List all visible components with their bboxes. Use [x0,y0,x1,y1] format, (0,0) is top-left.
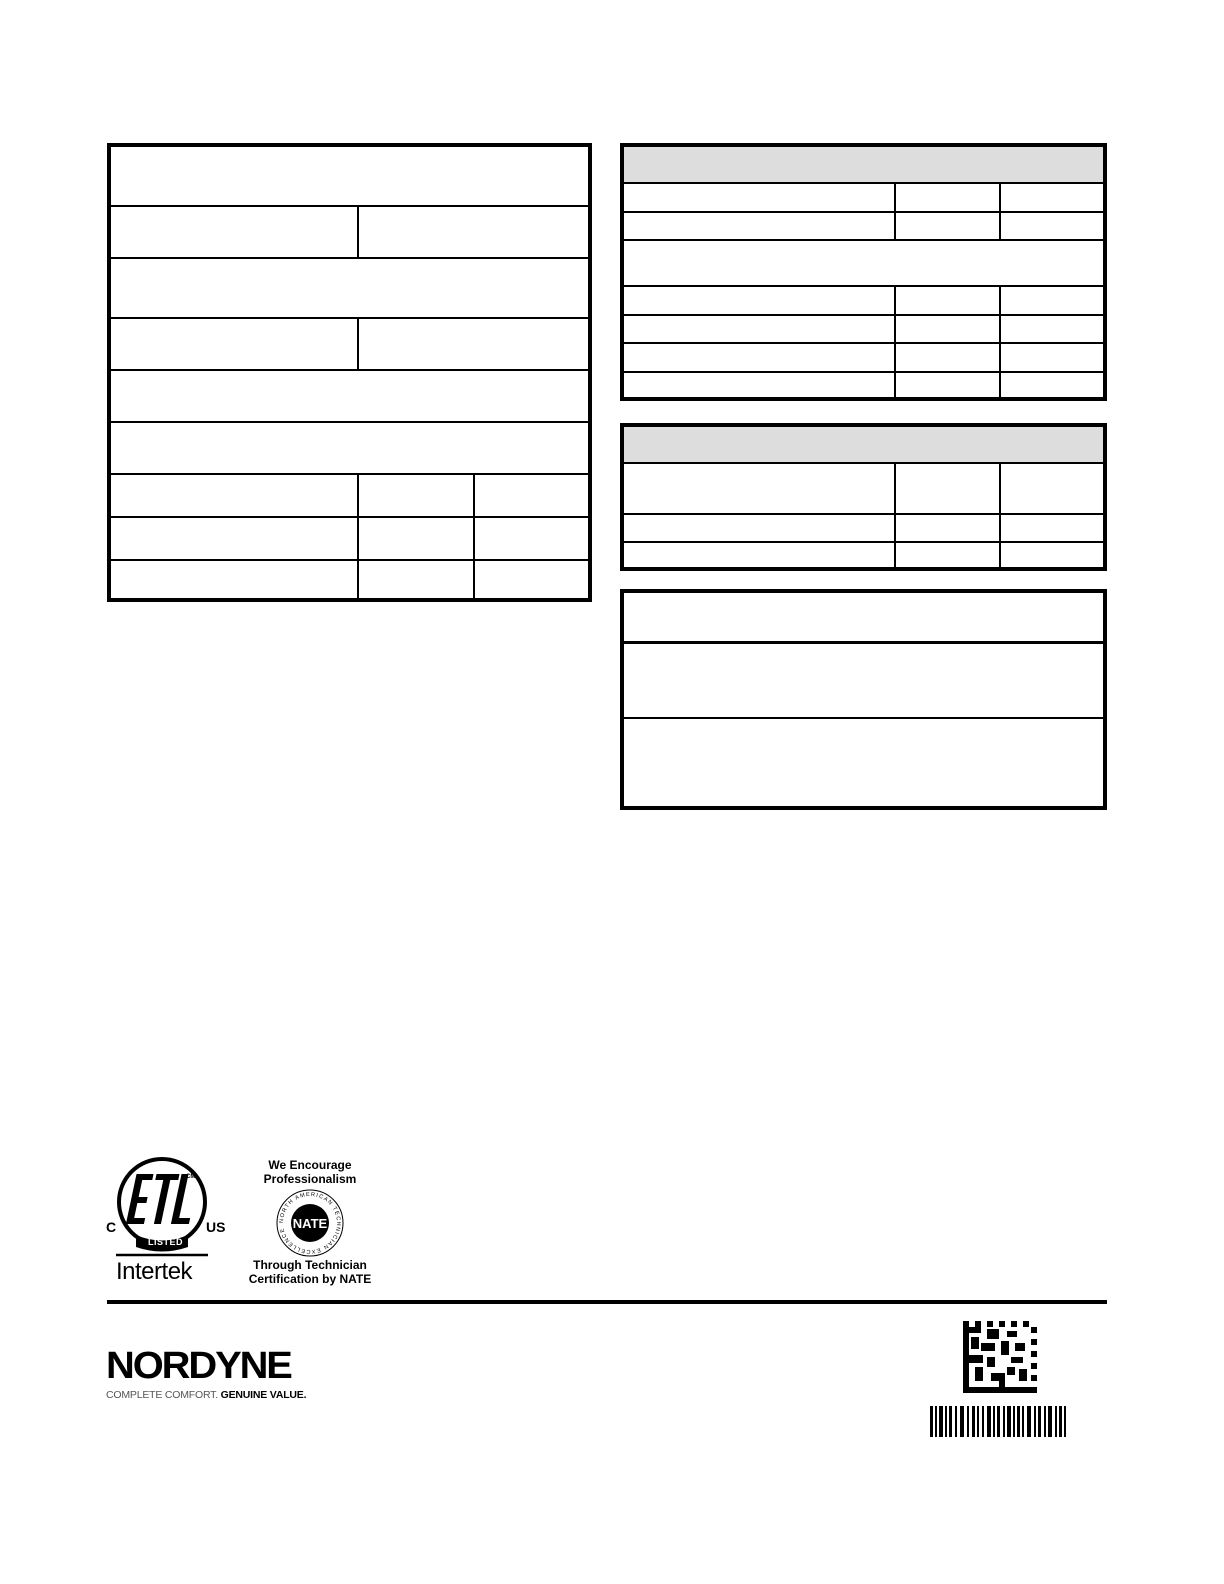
nate-seal-icon [275,1188,345,1258]
nordyne-logo [106,1346,426,1406]
etl-cm-mark: CM [186,1174,196,1180]
right-notes-box [620,589,1107,810]
etl-listed-label: LISTED [148,1237,184,1247]
etl-country-c: C [106,1219,117,1235]
intertek-wordmark: Intertek [116,1258,193,1285]
data-matrix-icon [963,1321,1037,1393]
etl-listed-mark [104,1155,234,1287]
nate-line-1: We Encourage [268,1158,352,1172]
right-spec-table-1 [620,143,1107,401]
nate-certification-mark [240,1158,380,1288]
brand-tagline [106,1388,426,1402]
barcode [930,1406,1066,1437]
barcode-icon [930,1406,1066,1437]
tagline-bold: GENUINE VALUE. [220,1389,307,1401]
etl-country-us: US [206,1219,226,1235]
nate-line-4: Certification by NATE [248,1272,372,1286]
nate-line-3: Through Technician [253,1258,367,1272]
left-spec-table [107,143,592,602]
nate-seal-ring-text: NORTH AMERICAN TECHNICIAN EXCELLENCE [278,1191,342,1255]
brand-wordmark: NORDYNE [106,1345,291,1387]
footer-rule [107,1300,1107,1304]
tagline-light: COMPLETE COMFORT. [106,1389,218,1401]
table-header-band [624,427,1103,463]
nate-seal-text: NATE [292,1216,328,1231]
right-spec-table-2 [620,423,1107,571]
data-matrix-code [963,1321,1037,1393]
table-header-band [624,147,1103,183]
nate-line-2: Professionalism [263,1172,357,1186]
